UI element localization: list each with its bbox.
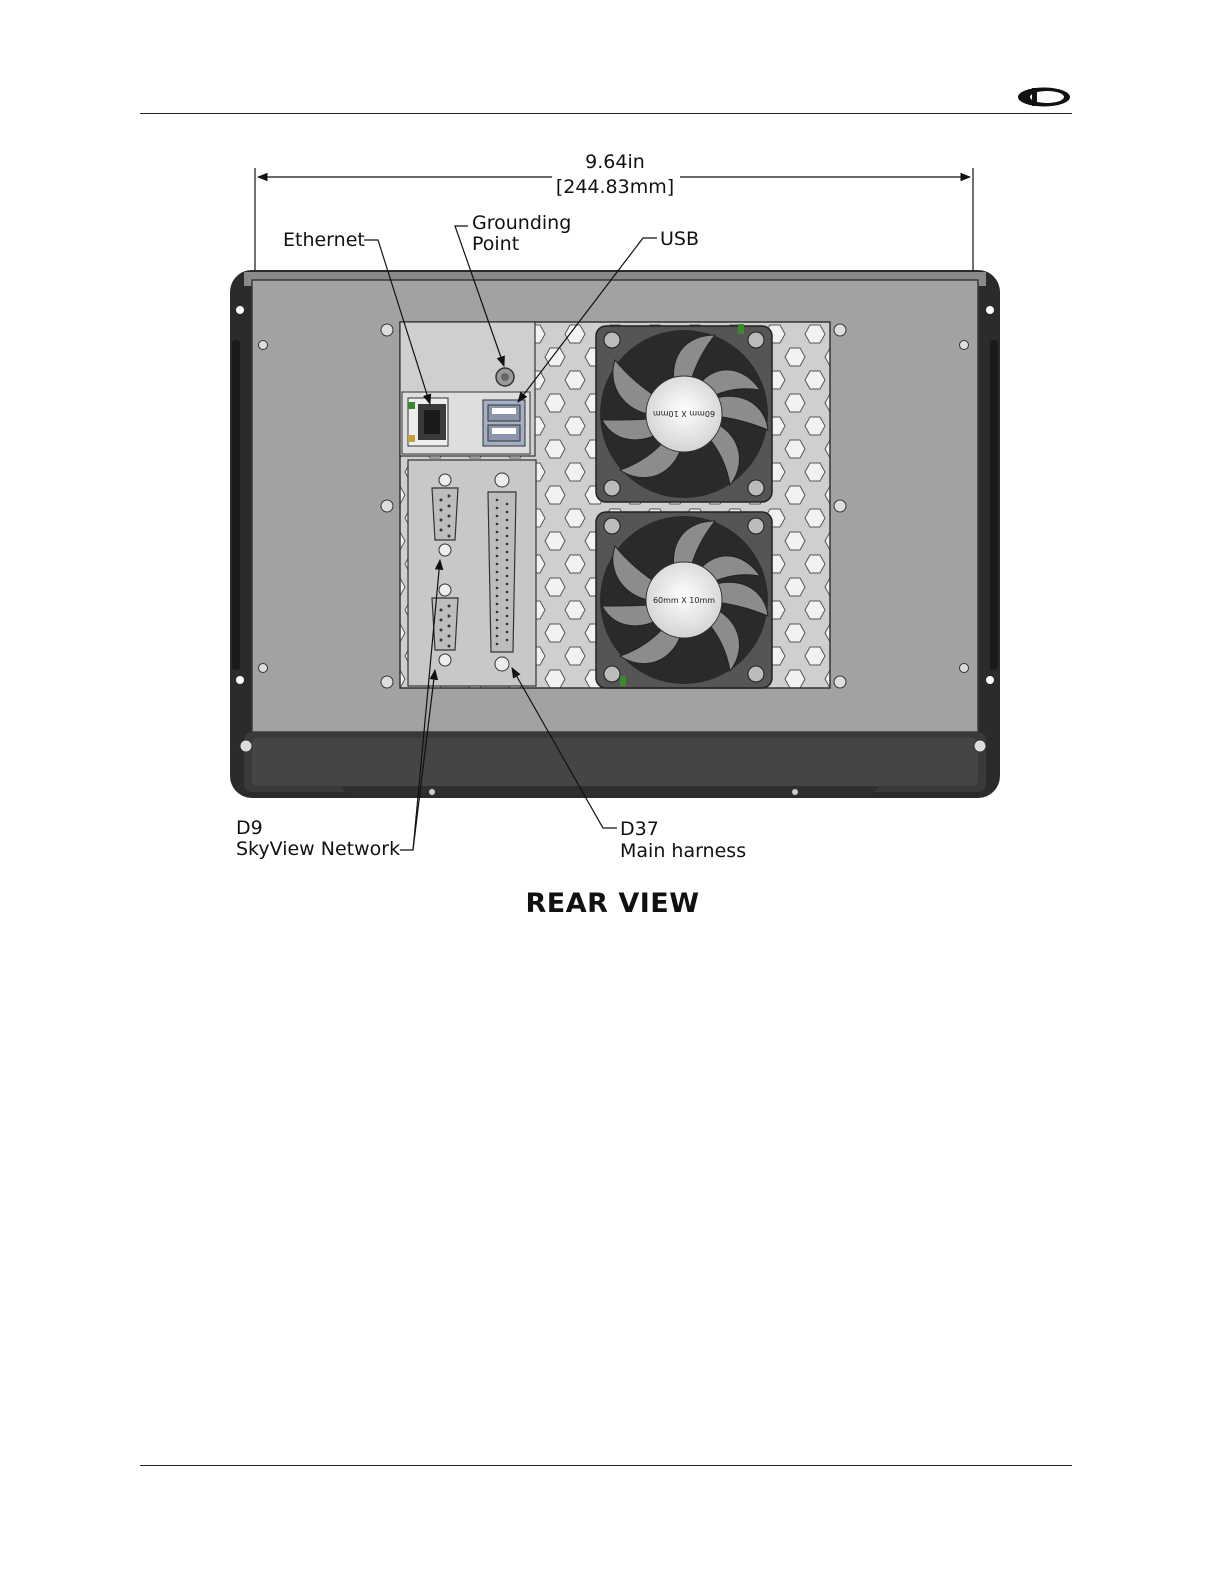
label-ethernet: Ethernet bbox=[283, 229, 365, 251]
label-d37-line2: Main harness bbox=[620, 840, 747, 862]
label-d9-line2: SkyView Network bbox=[236, 838, 401, 860]
d37-connector-icon bbox=[488, 473, 516, 671]
ethernet-port-icon bbox=[408, 398, 448, 446]
footer-rule bbox=[140, 1465, 1072, 1466]
dimension-millimeters: [244.83mm] bbox=[555, 176, 675, 198]
dimension-inches: 9.64in bbox=[585, 151, 645, 173]
db-connector-panel bbox=[408, 460, 536, 686]
label-grounding-line1: Grounding bbox=[472, 212, 572, 234]
label-grounding-line2: Point bbox=[472, 233, 520, 255]
fan-label-top: 60mm X 10mm bbox=[652, 409, 716, 418]
usb-port-icon bbox=[483, 400, 525, 446]
label-d9-line1: D9 bbox=[236, 817, 263, 839]
label-d37-line1: D37 bbox=[620, 818, 659, 840]
fan-label-bottom: 60mm X 10mm bbox=[652, 596, 716, 605]
figure-caption: REAR VIEW bbox=[525, 888, 700, 919]
label-usb: USB bbox=[660, 228, 700, 250]
